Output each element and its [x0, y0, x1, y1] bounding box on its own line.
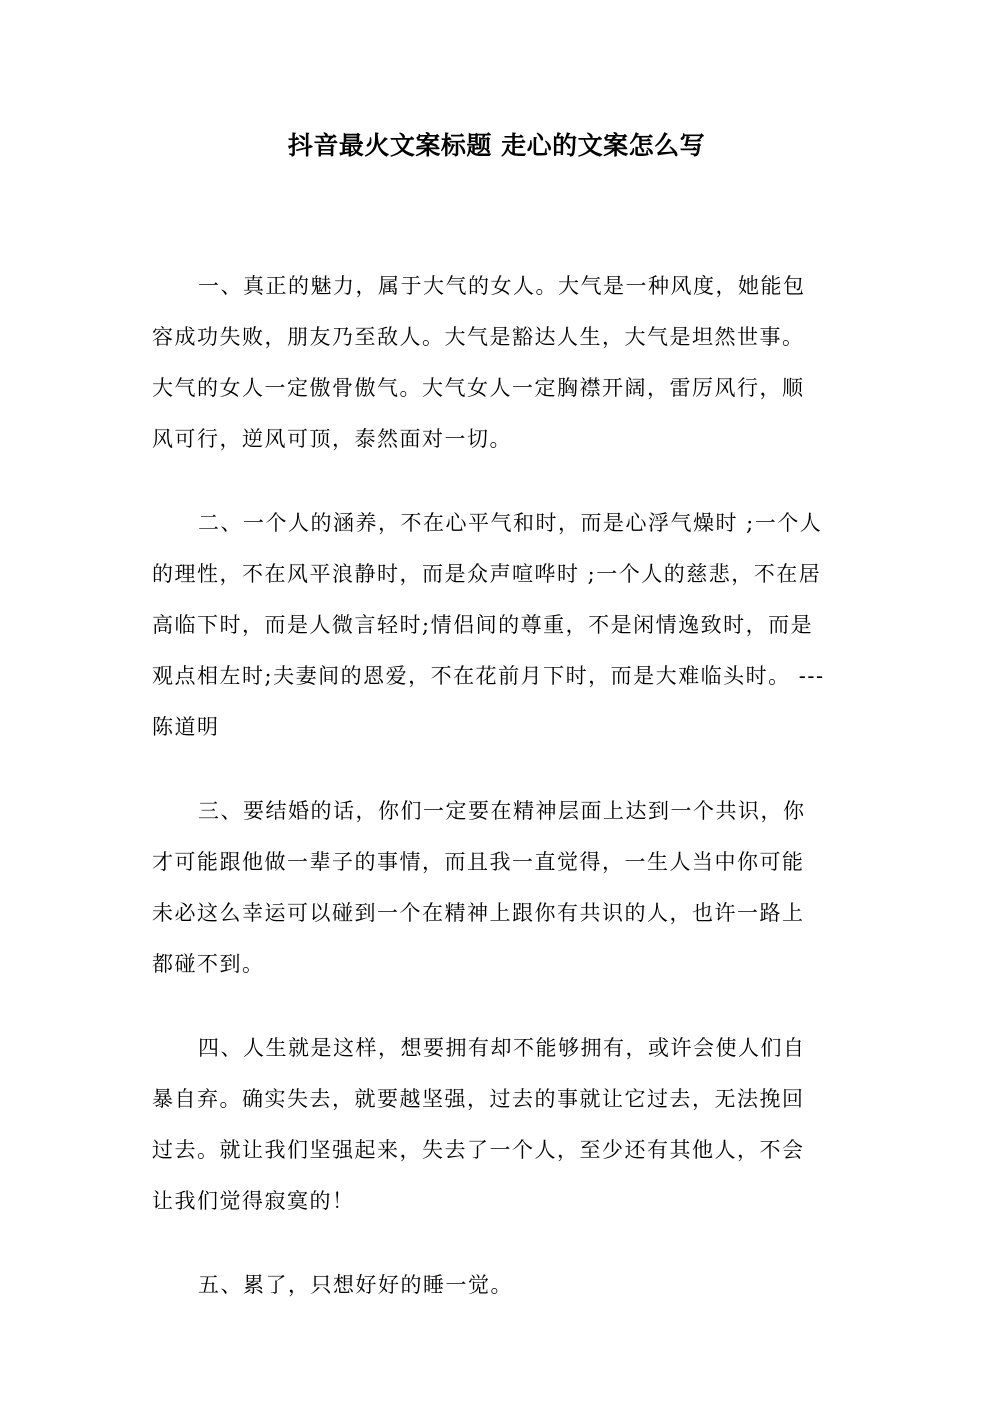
- paragraph-line: 高临下时，而是人微言轻时;情侣间的尊重，不是闲情逸致时，而是: [152, 613, 814, 637]
- paragraph-1: [152, 261, 842, 465]
- paragraph-line: 容成功失败，朋友乃至敌人。大气是豁达人生，大气是坦然世事。: [152, 325, 805, 349]
- paragraph-line: 都碰不到。: [152, 952, 265, 976]
- paragraph-line: 大气的女人一定傲骨傲气。大气女人一定胸襟开阔，雷厉风行，顺: [152, 376, 805, 400]
- document-title: 抖音最火文案标题 走心的文案怎么写: [287, 131, 706, 160]
- paragraph-line: 暴自弃。确实失去，就要越坚强，过去的事就让它过去，无法挽回: [152, 1087, 805, 1111]
- document-body: [152, 261, 842, 1344]
- paragraph-2: [152, 498, 842, 753]
- paragraph-line: 才可能跟他做一辈子的事情，而且我一直觉得，一生人当中你可能: [152, 850, 805, 874]
- paragraph-line: 陈道明: [152, 715, 220, 739]
- paragraph-line: 四、人生就是这样，想要拥有却不能够拥有，或许会使人们自: [198, 1036, 806, 1060]
- paragraph-3: [152, 786, 842, 990]
- paragraph-line: 的理性，不在风平浪静时，而是众声喧哗时 ;一个人的慈悲，不在居: [152, 562, 822, 586]
- paragraph-line: 一、真正的魅力，属于大气的女人。大气是一种风度，她能包: [198, 274, 806, 298]
- paragraph-line: 三、要结婚的话，你们一定要在精神层面上达到一个共识，你: [198, 799, 806, 823]
- paragraph-line: 五、累了，只想好好的睡一觉。: [198, 1273, 513, 1297]
- paragraph-line: 让我们觉得寂寞的！: [152, 1189, 355, 1213]
- paragraph-line: 未必这么幸运可以碰到一个在精神上跟你有共识的人，也许一路上: [152, 901, 805, 925]
- paragraph-line: 二、一个人的涵养，不在心平气和时，而是心浮气燥时 ;一个人: [198, 511, 823, 535]
- paragraph-line: 过去。就让我们坚强起来，失去了一个人，至少还有其他人，不会: [152, 1138, 805, 1162]
- paragraph-line: 观点相左时;夫妻间的恩爱，不在花前月下时，而是大难临头时。 ---: [152, 664, 825, 688]
- paragraph-line: 风可行，逆风可顶，泰然面对一切。: [152, 427, 512, 451]
- paragraph-4: [152, 1023, 842, 1227]
- paragraph-5: [152, 1260, 842, 1311]
